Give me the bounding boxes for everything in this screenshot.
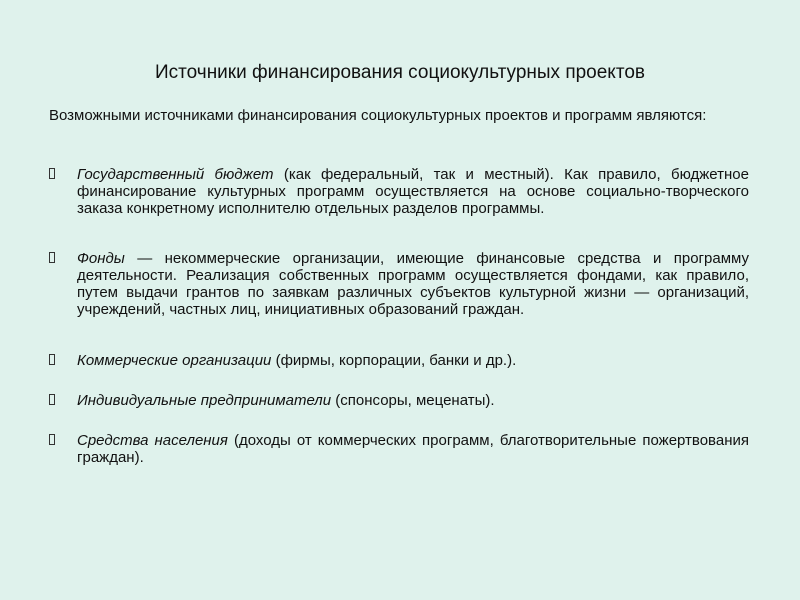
bullet-text: (как федеральный, так и местный). Как правило, бюджетное финансирование культурных программ осуществляется на основе социально-творческого заказа конкретному исполнителю отдельных разделов программы. (77, 166, 749, 217)
bullet-marker-icon (49, 252, 55, 263)
slide-title: Источники финансирования социокультурных проектов (155, 62, 645, 83)
bullet-marker-icon (49, 168, 55, 179)
bullet-text: (доходы от коммерческих программ, благотворительные пожертвования граждан). (77, 432, 749, 466)
list-item-entrepreneurs (49, 392, 749, 409)
bullet-term: Индивидуальные предприниматели (77, 392, 332, 409)
bullet-text: (фирмы, корпорации, банки и др.). (271, 352, 517, 369)
list-item-state-budget (49, 166, 749, 217)
bullet-marker-icon (49, 354, 55, 365)
list-item-commercial-organizations (49, 352, 749, 369)
funding-sources-list (49, 166, 749, 466)
bullet-text: (спонсоры, меценаты). (331, 392, 495, 409)
intro-text: Возможными источниками финансирования социокультурных проектов и программ являются: (49, 107, 707, 124)
bullet-marker-icon (49, 434, 55, 445)
bullet-term: Коммерческие организации (77, 352, 272, 369)
bullet-term: Фонды (77, 250, 125, 267)
bullet-term: Средства населения (77, 432, 228, 449)
bullet-term: Государственный бюджет (77, 166, 274, 183)
bullet-marker-icon (49, 394, 55, 405)
bullet-text: — некоммерческие организации, имеющие финансовые средства и программу деятельности. Реализация собственных программ осуществляется фондами, как правило, путем выдачи грантов по заявкам различных субъектов культурной жизни — организаций, учреждений, частных лиц, инициативных образований граждан. (77, 250, 749, 318)
list-item-population-funds (49, 432, 749, 466)
list-item-funds (49, 250, 749, 318)
